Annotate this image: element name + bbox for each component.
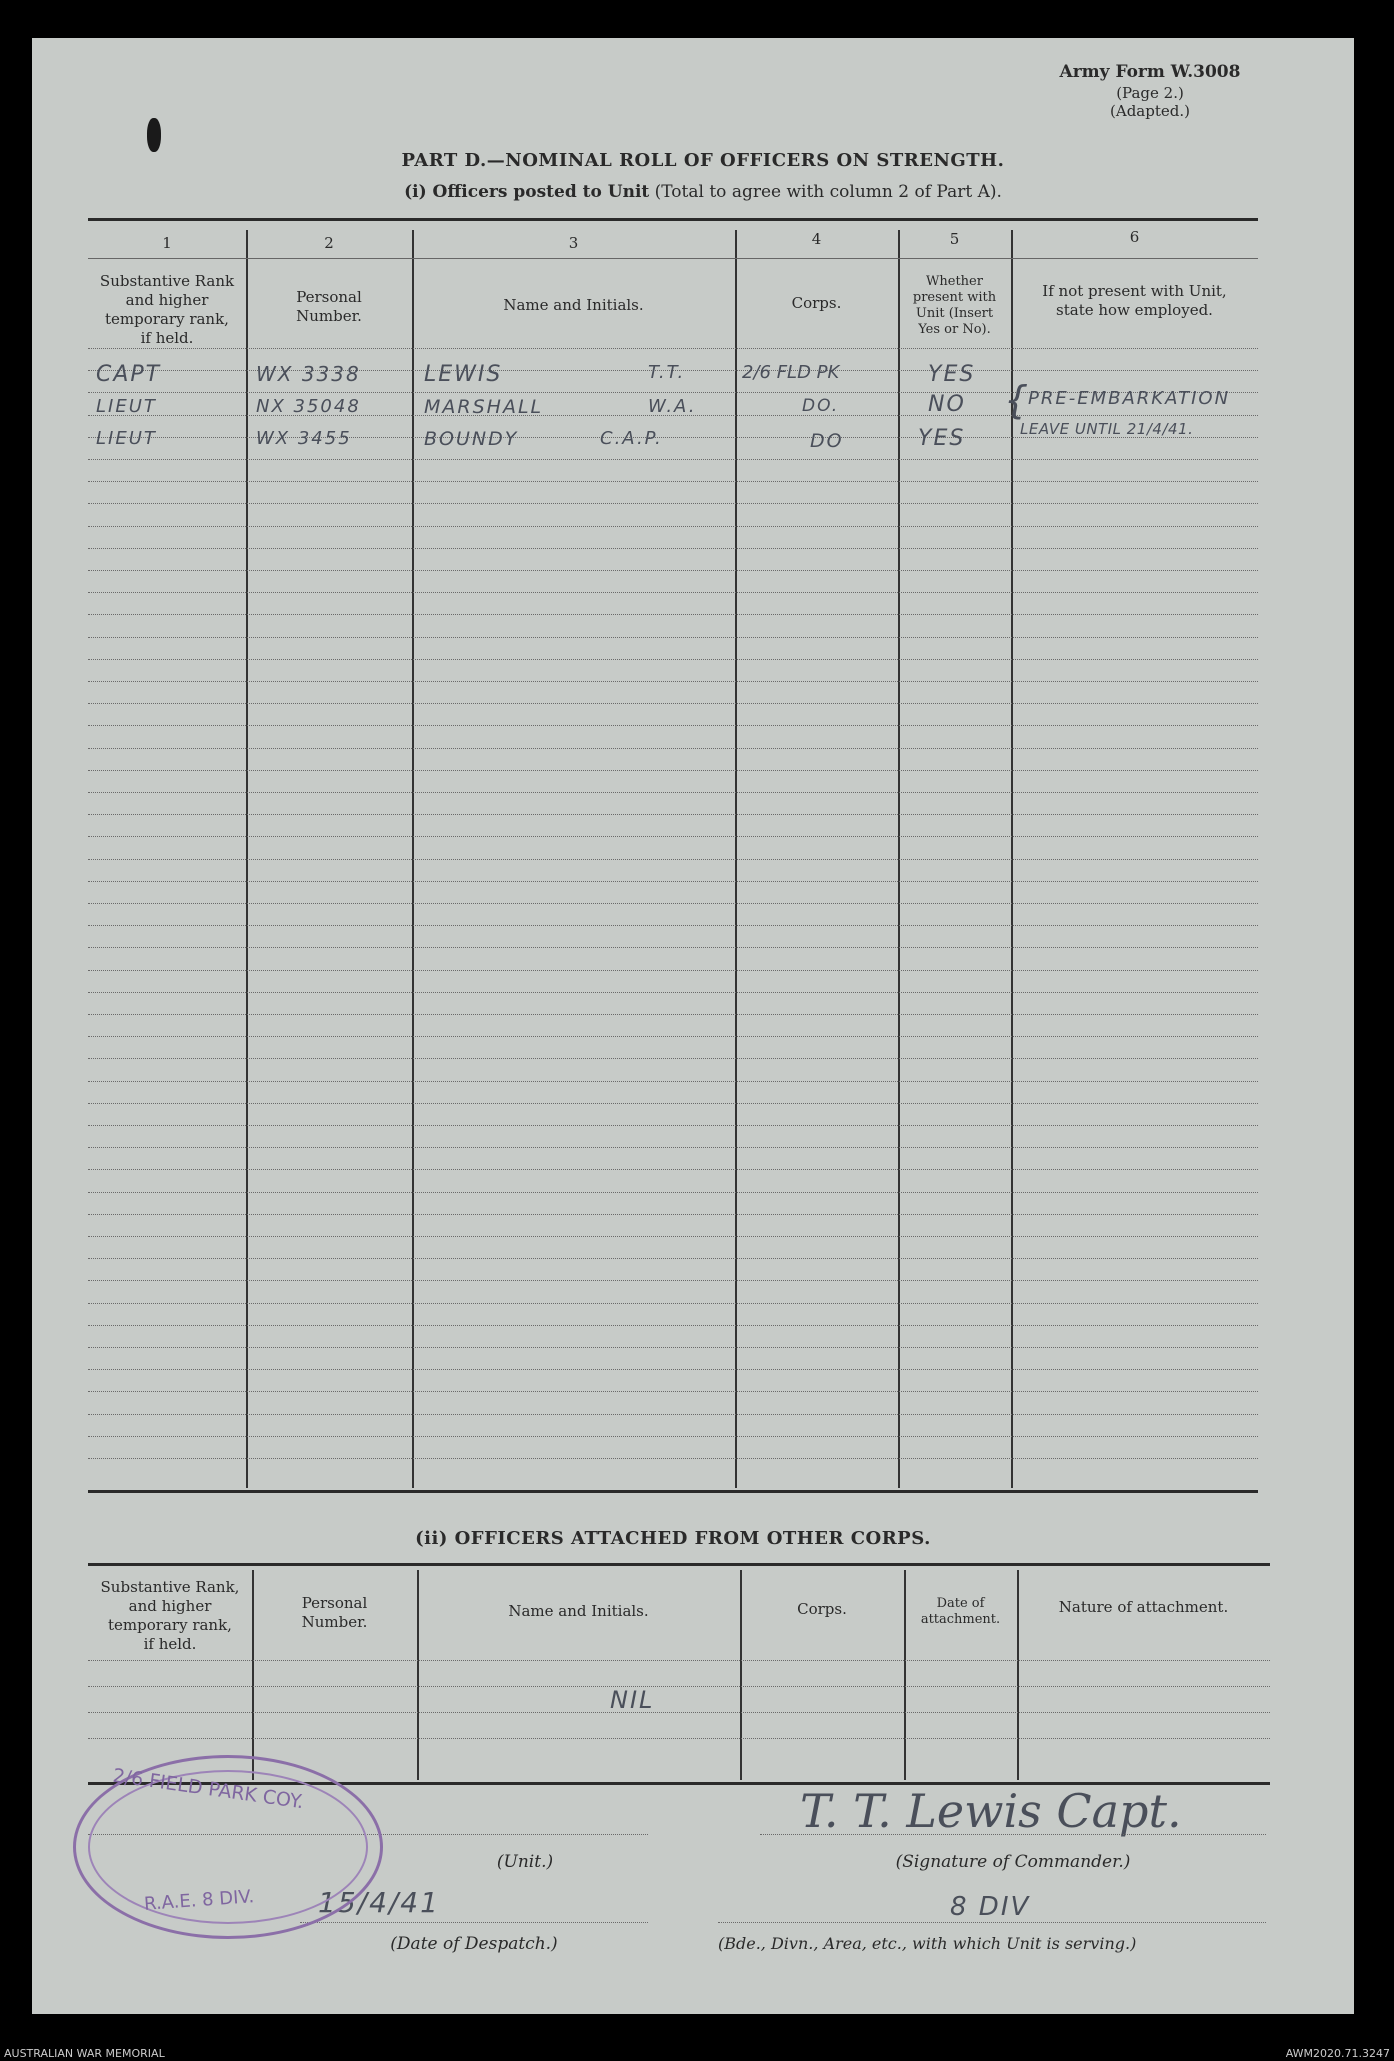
row-2-corps: DO. — [802, 396, 840, 416]
unit-stamp-top-text: 2/6 FIELD PARK COY. — [111, 1764, 305, 1814]
row-3-rank: LIEUT — [96, 428, 157, 449]
part-ii-header-personal-number: Personal Number. — [301, 1594, 368, 1631]
part-ii-header-corps: Corps. — [797, 1600, 847, 1618]
employed-brace: { — [1004, 378, 1029, 422]
part-ii-header-nature: Nature of attachment. — [1058, 1598, 1229, 1616]
ruled-line — [88, 1347, 1258, 1348]
footer-left: AUSTRALIAN WAR MEMORIAL — [4, 2047, 165, 2060]
division-label: (Bde., Divn., Area, etc., with which Unit is serving.) — [718, 1934, 1137, 1953]
header-personal-number: Personal Number. — [296, 288, 362, 325]
ruled-line — [88, 1458, 1258, 1459]
ruled-line — [88, 1036, 1258, 1037]
ruled-line — [88, 526, 1258, 527]
ruled-line — [88, 1738, 1270, 1739]
ruled-line — [88, 1660, 1270, 1661]
column-number: 6 — [1129, 228, 1140, 246]
division-line — [718, 1922, 1266, 1923]
unit-stamp — [73, 1755, 383, 1939]
ruled-line — [88, 1414, 1258, 1415]
part-d-subtitle-rest: (Total to agree with column 2 of Part A). — [654, 182, 1002, 202]
ruled-line — [88, 481, 1258, 482]
ruled-line — [88, 1058, 1258, 1059]
ruled-line — [88, 592, 1258, 593]
despatch-date: 15/4/41 — [318, 1886, 440, 1919]
ruled-line — [88, 1686, 1270, 1687]
ruled-line — [88, 1014, 1258, 1015]
ruled-line — [88, 348, 1258, 349]
part-d-top-rule — [88, 218, 1258, 221]
row-3-surname: BOUNDY — [424, 428, 519, 450]
ruled-line — [88, 503, 1258, 504]
ruled-line — [88, 459, 1258, 460]
header-name-initials: Name and Initials. — [503, 296, 644, 314]
header-employed: If not present with Unit, state how employed. — [1042, 282, 1227, 319]
column-number-rule — [88, 258, 1258, 259]
column-number: 2 — [324, 234, 334, 252]
part-ii-header-date: Date of attachment. — [920, 1596, 1001, 1627]
ruled-line — [88, 1147, 1258, 1148]
row-2-initials: W.A. — [648, 396, 697, 417]
ruled-line — [88, 881, 1258, 882]
header-corps: Corps. — [791, 294, 842, 312]
row-1-corps: 2/6 FLD PK — [742, 362, 840, 383]
row-3-initials: C.A.P. — [600, 428, 663, 449]
column-number: 5 — [949, 230, 960, 248]
division-value: 8 DIV — [950, 1892, 1031, 1922]
form-number: Army Form W.3008 — [1059, 62, 1241, 82]
part-ii-top-rule — [88, 1563, 1270, 1566]
part-ii-header-rank: Substantive Rank, and higher temporary rank, if held. — [100, 1578, 240, 1653]
ruled-line — [88, 970, 1258, 971]
part-ii-nil-entry: NIL — [610, 1686, 655, 1714]
ruled-line — [88, 703, 1258, 704]
row-3-number: WX 3455 — [256, 428, 352, 449]
row-1-initials: T.T. — [648, 362, 686, 383]
footer-right: AWM2020.71.3247 — [1285, 2047, 1390, 2060]
column-number: 4 — [811, 230, 822, 248]
row-2-number: NX 35048 — [256, 396, 361, 417]
ruled-line — [88, 725, 1258, 726]
ruled-line — [88, 1325, 1258, 1326]
ruled-line — [88, 903, 1258, 904]
ruled-line — [88, 681, 1258, 682]
unit-label: (Unit.) — [496, 1852, 554, 1872]
employed-note-line-2: LEAVE UNTIL 21/4/41. — [1020, 420, 1194, 438]
part-ii-header-name-initials: Name and Initials. — [508, 1602, 649, 1620]
header-present: Whether present with Unit (Insert Yes or No). — [912, 274, 997, 337]
ruled-line — [88, 1436, 1258, 1437]
despatch-date-label: (Date of Despatch.) — [390, 1934, 558, 1954]
ruled-line — [88, 814, 1258, 815]
ruled-line — [88, 1125, 1258, 1126]
part-d-bottom-rule — [88, 1490, 1258, 1493]
signature-label: (Signature of Commander.) — [895, 1852, 1131, 1872]
row-3-corps: DO — [810, 430, 844, 452]
ruled-line — [88, 1369, 1258, 1370]
signature-line — [760, 1834, 1266, 1835]
header-rank: Substantive Rank and higher temporary rank, if held. — [99, 272, 235, 347]
ruled-line — [88, 1192, 1258, 1193]
ruled-line — [88, 1081, 1258, 1082]
ruled-line — [88, 1169, 1258, 1170]
row-2-surname: MARSHALL — [424, 396, 544, 418]
despatch-date-line — [300, 1922, 648, 1923]
ruled-line — [88, 614, 1258, 615]
part-d-title: PART D.—NOMINAL ROLL OF OFFICERS ON STRENGTH. — [401, 150, 1005, 171]
commander-signature: T. T. Lewis Capt. — [800, 1784, 1182, 1838]
ruled-line — [88, 992, 1258, 993]
unit-stamp-bottom-text: R.A.E. 8 DIV. — [143, 1886, 255, 1915]
ruled-line — [88, 1280, 1258, 1281]
row-1-surname: LEWIS — [424, 362, 503, 387]
ruled-line — [88, 925, 1258, 926]
ruled-line — [88, 1214, 1258, 1215]
row-1-present: YES — [928, 362, 976, 387]
ruled-line — [88, 836, 1258, 837]
form-page-number: (Page 2.) — [1116, 84, 1184, 102]
ruled-line — [88, 1258, 1258, 1259]
ruled-line — [88, 1236, 1258, 1237]
ruled-line — [88, 1712, 1270, 1713]
row-2-rank: LIEUT — [96, 396, 157, 417]
ruled-line — [88, 1103, 1258, 1104]
ruled-line — [88, 637, 1258, 638]
punch-hole — [147, 118, 161, 152]
row-2-present: NO — [928, 392, 966, 417]
part-ii-title: (ii) OFFICERS ATTACHED FROM OTHER CORPS. — [415, 1528, 931, 1549]
ruled-line — [88, 859, 1258, 860]
column-number: 1 — [162, 234, 172, 252]
form-adapted: (Adapted.) — [1110, 102, 1190, 120]
column-number: 3 — [568, 234, 579, 252]
row-1-number: WX 3338 — [256, 362, 361, 386]
ruled-line — [88, 748, 1258, 749]
employed-note-line-1: PRE-EMBARKATION — [1028, 388, 1231, 409]
ruled-line — [88, 570, 1258, 571]
part-d-subtitle — [88, 182, 1318, 202]
row-3-present: YES — [918, 426, 966, 451]
ruled-line — [88, 770, 1258, 771]
ruled-line — [88, 947, 1258, 948]
part-d-subtitle-bold: (i) Officers posted to Unit — [404, 182, 650, 202]
ruled-line — [88, 548, 1258, 549]
row-1-rank: CAPT — [96, 362, 162, 387]
ruled-line — [88, 1303, 1258, 1304]
ruled-line — [88, 1391, 1258, 1392]
ruled-line — [88, 659, 1258, 660]
ruled-line — [88, 792, 1258, 793]
